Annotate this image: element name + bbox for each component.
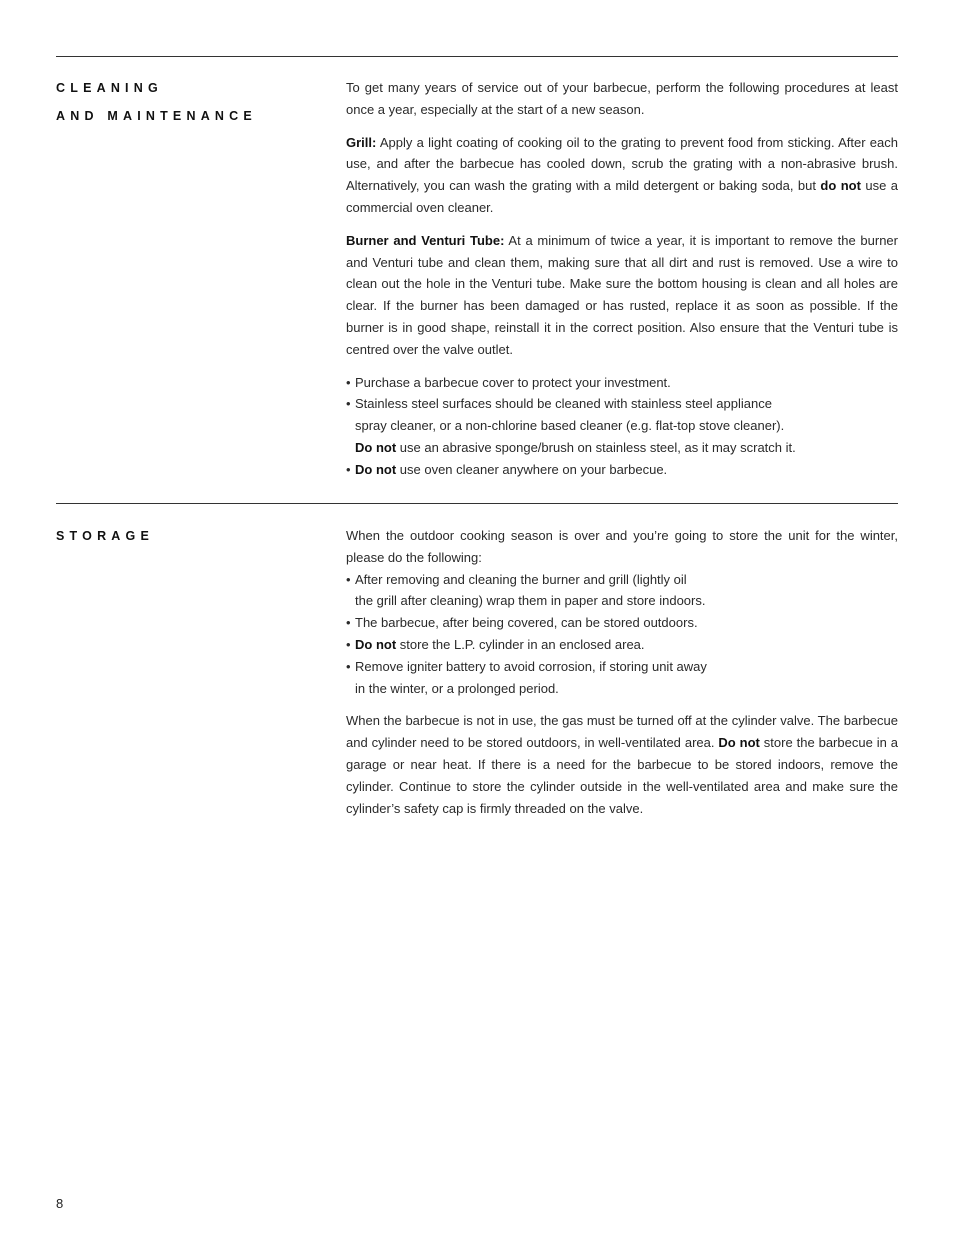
gas-safety-do-not: Do not [718,735,760,751]
storage-intro-paragraph: When the outdoor cooking season is over and you’re going to store the unit for the winter, please do the following: [346,528,898,565]
battery-step-line2: in the winter, or a prolonged period. [355,680,559,696]
cylinder-do-not: Do not [355,636,397,652]
section-divider [56,503,898,504]
list-item [346,393,898,458]
burner-paragraph [346,230,898,361]
oven-cleaner-tip: use oven cleaner anywhere on your barbecue. [396,461,668,477]
heading-line-maintenance: AND MAINTENANCE [56,109,257,123]
cleaning-tips-list [346,372,898,481]
stainless-tip-line2: spray cleaner, or a non-chlorine based cleaner (e.g. flat-top stove cleaner). [355,418,785,434]
oven-cleaner-do-not: Do not [355,461,397,477]
cleaning-intro-paragraph: To get many years of service out of your barbecue, perform the following procedures at least once a year, especially at the start of a new season. [346,80,898,117]
gas-safety-paragraph [346,710,898,819]
grill-do-not: do not [820,178,861,194]
list-item [346,634,898,656]
stainless-warning: use an abrasive sponge/brush on stainless steel, as it may scratch it. [396,439,796,455]
page-number: 8 [56,1196,64,1211]
list-item [346,372,898,394]
cover-tip: Purchase a barbecue cover to protect your investment. [355,374,671,390]
gas-safety-text-end: store the barbecue in a garage or near heat. If there is a need for the barbecue to be stored indoors, remove the cylinder. Continue to store the cylinder outside in the well-ventilated area and make sure the cylinder’s safety cap is firmly threaded on the valve. [346,735,899,816]
cleaning-maintenance-heading [56,74,257,130]
grill-text-end: use a commercial oven cleaner. [346,178,898,215]
list-item [346,569,898,613]
burner-text: At a minimum of twice a year, it is important to remove the burner and Venturi tube and clean them, making sure that all dirt and rust is removed. Use a wire to clean out the hole in the Venturi tube. Make sure the bottom housing is clean and all holes are clear. If the burner has been damaged or has rusted, replace it as soon as possible. If the burner is in good shape, reinstall it in the correct position. Also ensure that the Venturi tube is centred over the valve outlet. [346,232,898,357]
burner-label: Burner and Venturi Tube: [346,232,505,248]
grill-paragraph [346,132,898,219]
storage-steps-list [346,569,898,700]
gas-safety-text: When the barbecue is not in use, the gas must be turned off at the cylinder valve. The barbecue and cylinder need to be stored outdoors, in well-ventilated area. [346,713,898,751]
storage-heading [56,522,154,550]
outdoor-storage-step: The barbecue, after being covered, can be stored outdoors. [355,615,698,631]
list-item [346,612,898,634]
wrap-step-line1: • After removing and cleaning the burner and grill (lightly oil [355,571,687,587]
stainless-tip-line1: • Stainless steel surfaces should be cleaned with stainless steel appliance [355,396,772,412]
grill-label: Grill: [346,134,377,150]
heading-line-storage: STORAGE [56,529,154,543]
list-item [346,459,898,481]
storage-body [346,525,898,819]
top-divider [56,56,898,57]
heading-line-cleaning: CLEANING [56,81,163,95]
cylinder-step: store the L.P. cylinder in an enclosed area. [396,636,645,652]
wrap-step-line2: the grill after cleaning) wrap them in paper and store indoors. [355,593,706,609]
grill-text: Apply a light coating of cooking oil to the grating to prevent food from sticking. After each use, and after the barbecue has cooled down, scrub the grating with a non-abrasive brush. Alternatively, you can wash the grating with a mild detergent or baking soda, but [346,134,898,194]
stainless-do-not: Do not [355,439,397,455]
stainless-tip-line3 [355,437,898,459]
cleaning-maintenance-body [346,77,898,481]
list-item [346,656,898,700]
battery-step-line1: • Remove igniter battery to avoid corrosion, if storing unit away [355,658,707,674]
